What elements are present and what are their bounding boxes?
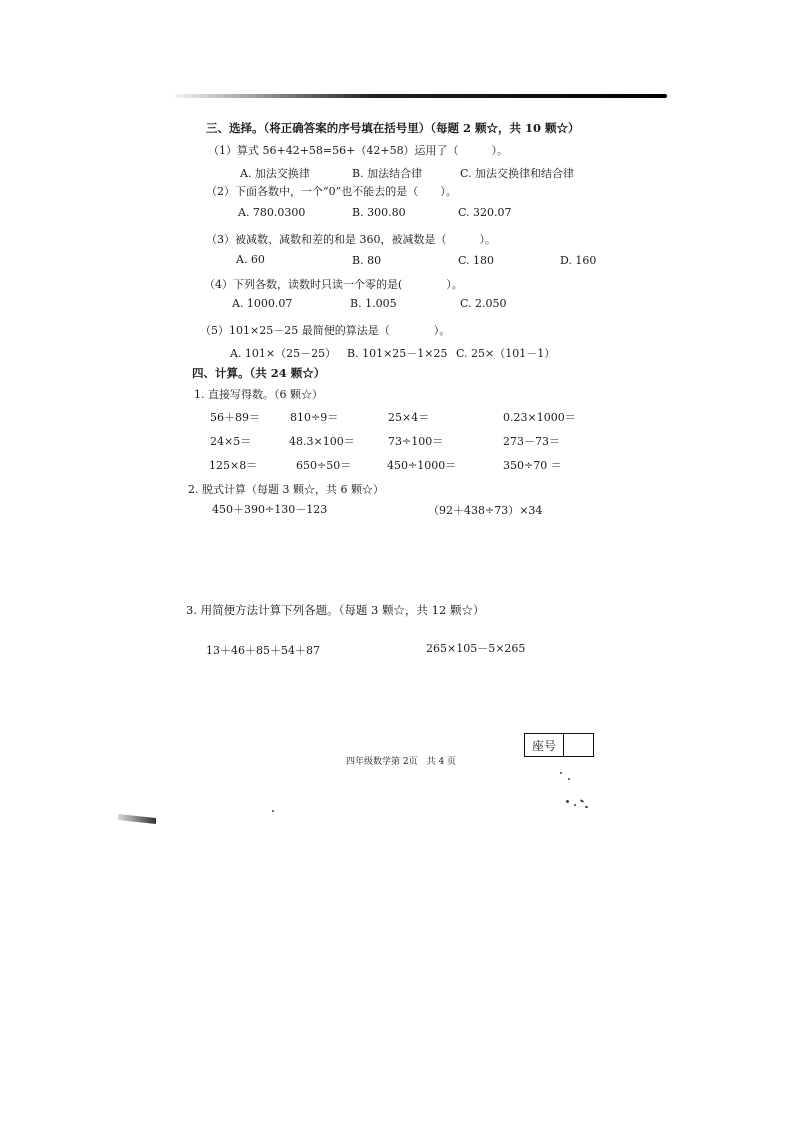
q1-stem: （1）算式 56+42+58=56+（42+58）运用了（ ）。	[208, 144, 509, 157]
mental-math-r2c3: 73÷100＝	[388, 435, 444, 448]
q5-stem: （5）101×25－25 最简便的算法是（ ）。	[200, 324, 451, 337]
page-footer: 四年级数学第 2页 共 4 页	[346, 757, 457, 767]
q1-option-b: B. 加法结合律	[352, 167, 423, 180]
part2-header: 2. 脱式计算（每题 3 颗☆，共 6 颗☆）	[188, 483, 384, 496]
q1-option-c: C. 加法交换律和结合律	[460, 167, 575, 180]
q4-option-a: A. 1000.07	[232, 297, 293, 310]
part3-header: 3. 用简便方法计算下列各题。（每题 3 颗☆，共 12 颗☆）	[186, 603, 485, 617]
mental-math-r3c2: 650÷50＝	[296, 459, 352, 472]
mental-math-r1c3: 25×4＝	[388, 411, 430, 424]
q2-option-c: C. 320.07	[458, 206, 512, 219]
q5-option-c: C. 25×（101－1）	[456, 347, 556, 360]
seat-label: 座号	[525, 734, 564, 756]
mental-math-r3c1: 125×8＝	[209, 459, 258, 472]
q3-option-c: C. 180	[458, 254, 495, 267]
section3-header: 三、选择。（将正确答案的序号填在括号里）（每题 2 颗☆，共 10 颗☆）	[206, 121, 580, 135]
part3-problem-left: 13＋46＋85＋54＋87	[206, 644, 320, 657]
q3-stem: （3）被减数、减数和差的和是 360，被减数是（ ）。	[206, 233, 496, 246]
mental-math-r1c4: 0.23×1000＝	[503, 411, 576, 424]
mental-math-r3c4: 350÷70 ＝	[503, 459, 562, 472]
scan-speck	[580, 799, 584, 803]
part2-problem-right: （92＋438÷73）×34	[428, 504, 543, 517]
section4-header: 四、计算。（共 24 颗☆）	[192, 366, 326, 380]
q4-option-b: B. 1.005	[350, 297, 397, 310]
mental-math-r2c4: 273－73＝	[503, 435, 560, 448]
part2-problem-left: 450＋390÷130－123	[212, 503, 328, 516]
scan-speck	[566, 800, 569, 803]
q3-option-b: B. 80	[352, 254, 382, 267]
mental-math-r2c2: 48.3×100＝	[289, 435, 355, 448]
scan-speck	[568, 778, 570, 780]
q5-option-a: A. 101×（25－25）	[230, 347, 337, 360]
q3-option-a: A. 60	[236, 253, 265, 266]
part1-header: 1. 直接写得数。（6 颗☆）	[194, 388, 323, 401]
scan-artifact-mark	[118, 814, 156, 824]
mental-math-r3c3: 450÷1000＝	[387, 459, 457, 472]
top-scan-line	[175, 94, 667, 98]
q3-option-d: D. 160	[560, 254, 597, 267]
q2-option-b: B. 300.80	[352, 206, 406, 219]
q5-option-b: B. 101×25－1×25	[347, 347, 448, 360]
scan-speck	[585, 806, 588, 808]
q2-option-a: A. 780.0300	[238, 206, 306, 219]
mental-math-r1c2: 810÷9＝	[290, 411, 339, 424]
scan-speck	[560, 772, 562, 774]
mental-math-r2c1: 24×5＝	[210, 435, 252, 448]
part3-problem-right: 265×105－5×265	[426, 642, 526, 655]
seat-number-field[interactable]	[564, 734, 593, 756]
q1-option-a: A. 加法交换律	[240, 167, 310, 180]
seat-number-box	[524, 733, 594, 757]
q2-stem: （2）下面各数中，一个“0”也不能去的是（ ）。	[206, 185, 457, 198]
q4-stem: （4）下列各数，读数时只读一个零的是( ）。	[204, 278, 463, 291]
scan-speck	[272, 810, 274, 812]
mental-math-r1c1: 56＋89＝	[210, 411, 260, 424]
scan-speck	[574, 804, 576, 806]
q4-option-c: C. 2.050	[460, 297, 507, 310]
